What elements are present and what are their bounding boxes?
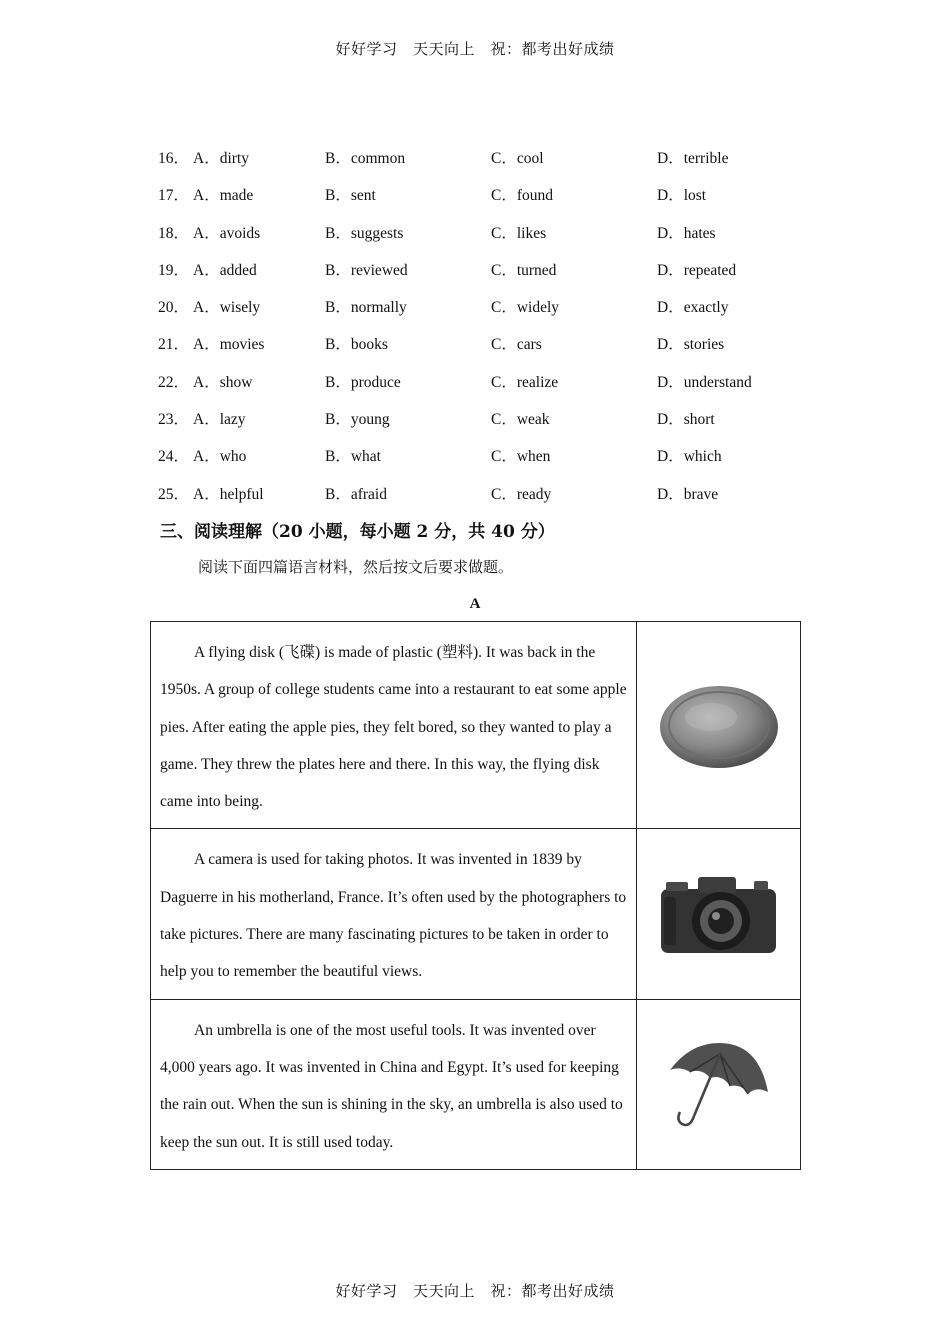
question-row [158, 183, 798, 220]
option-a: A．wisely [193, 299, 261, 317]
option-c: C．weak [491, 411, 550, 429]
option-d: D．terrible [657, 150, 729, 167]
option-c: C．likes [491, 224, 547, 242]
passage-row [151, 999, 801, 1169]
question-row [158, 444, 798, 481]
question-row [158, 332, 798, 369]
passage-image [637, 622, 801, 829]
option-d: D．short [657, 411, 715, 429]
option-b: B．produce [325, 373, 401, 391]
question-row [158, 370, 798, 407]
umbrella-icon [664, 1036, 774, 1132]
question-row [158, 146, 798, 183]
passage-row [151, 829, 801, 999]
passage-text: A flying disk (飞碟) is made of plastic (塑料). It was back in the 1950s. A group of college students came into a restaurant to eat some apple pies. After eating the apple pies, they felt bored, so they wanted to play a game. They threw the plates here and there. In this way, the flying disk came into being. [151, 622, 637, 829]
question-number: 16． [158, 150, 190, 167]
passage-row [151, 622, 801, 829]
option-b: B．books [325, 336, 388, 354]
question-number: 20． [158, 299, 190, 317]
option-a: A．who [193, 448, 247, 466]
option-a: A．show [193, 373, 253, 391]
option-d: D．understand [657, 373, 752, 391]
option-c: C．cars [491, 336, 542, 354]
question-number: 18． [158, 224, 190, 242]
question-number: 19． [158, 261, 190, 279]
passage-table [150, 621, 801, 1170]
question-row [158, 407, 798, 444]
question-number: 21． [158, 336, 190, 354]
question-number: 24． [158, 448, 190, 466]
question-number: 23． [158, 411, 190, 429]
option-c: C．when [491, 448, 551, 466]
question-row [158, 482, 798, 519]
option-d: D．which [657, 448, 722, 466]
question-number: 17． [158, 187, 190, 205]
option-b: B．normally [325, 299, 407, 317]
option-b: B．afraid [325, 485, 387, 503]
option-c: C．cool [491, 150, 544, 167]
option-c: C．ready [491, 485, 552, 503]
option-b: B．what [325, 448, 381, 466]
question-row [158, 295, 798, 332]
passage-image [637, 999, 801, 1169]
option-d: D．repeated [657, 261, 737, 279]
page-header: 好好学习 天天向上 祝：都考出好成绩 [335, 40, 615, 58]
camera-icon [658, 871, 780, 957]
option-c: C．widely [491, 299, 560, 317]
option-d: D．lost [657, 187, 707, 205]
option-a: A．avoids [193, 224, 261, 242]
section-instruction: 阅读下面四篇语言材料，然后按文后要求做题。 [198, 558, 514, 576]
option-a: A．dirty [193, 150, 249, 167]
option-a: A．movies [193, 336, 265, 354]
option-d: D．stories [657, 336, 725, 354]
question-number: 22． [158, 373, 190, 391]
passage-text: A camera is used for taking photos. It was invented in 1839 by Daguerre in his motherland, France. It’s often used by the photographers to take pictures. There are many fascinating pictures to be taken in order to help you to remember the beautiful views. [151, 829, 637, 999]
options-list [158, 146, 798, 519]
option-c: C．found [491, 187, 554, 205]
option-a: A．made [193, 187, 254, 205]
section-title: 三、阅读理解（20 小题，每小题 2 分，共 40 分） [160, 522, 555, 542]
option-b: B．young [325, 411, 390, 429]
option-a: A．lazy [193, 411, 246, 429]
question-number: 25． [158, 485, 190, 503]
question-row [158, 221, 798, 258]
option-d: D．brave [657, 485, 719, 503]
option-b: B．suggests [325, 224, 404, 242]
page-footer: 好好学习 天天向上 祝：都考出好成绩 [335, 1282, 615, 1300]
flying-disk-icon [657, 679, 781, 771]
question-row [158, 258, 798, 295]
option-a: A．helpful [193, 485, 264, 503]
option-b: B．reviewed [325, 261, 408, 279]
passage-label: A [469, 596, 481, 612]
option-b: B．common [325, 150, 406, 167]
option-c: C．turned [491, 261, 557, 279]
option-d: D．exactly [657, 299, 729, 317]
option-d: D．hates [657, 224, 716, 242]
option-b: B．sent [325, 187, 376, 205]
passage-text: An umbrella is one of the most useful tools. It was invented over 4,000 years ago. It was invented in China and Egypt. It’s used for keeping the rain out. When the sun is shining in the sky, an umbrella is also used to keep the sun out. It is still used today. [151, 999, 637, 1169]
option-c: C．realize [491, 373, 559, 391]
passage-image [637, 829, 801, 999]
option-a: A．added [193, 261, 257, 279]
